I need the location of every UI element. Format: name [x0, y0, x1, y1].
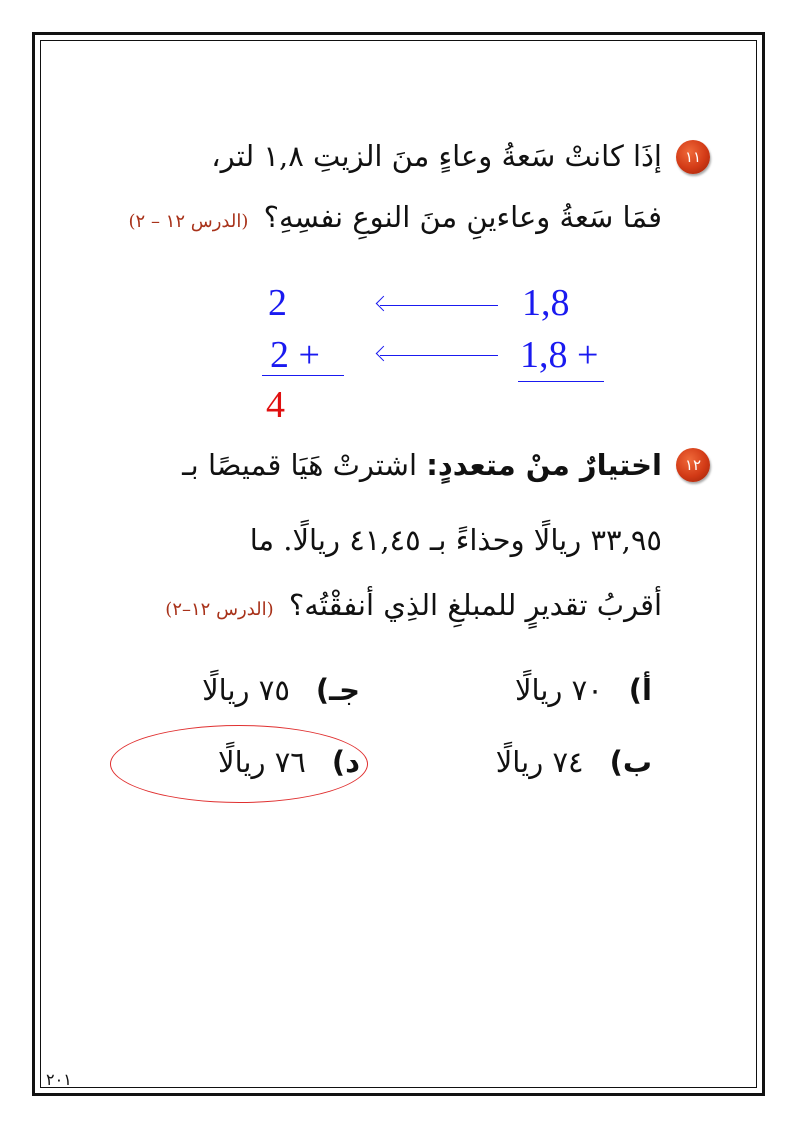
- work-row1-right: 1,8: [522, 282, 570, 324]
- answer-circle: [110, 725, 368, 803]
- question-11-text: فمَا سَعةُ وعاءينِ منَ النوعِ نفسِهِ؟: [263, 200, 662, 234]
- option-c[interactable]: [202, 673, 360, 707]
- question-12-lesson-ref: (الدرس ١٢–٢): [165, 599, 274, 620]
- question-12-line-1-text: اشترتْ هَيَا قميصًا بـ: [182, 448, 418, 482]
- option-b-text: ٧٤ ريالًا: [495, 745, 584, 779]
- question-12-line-1: [182, 448, 662, 482]
- question-11-badge: [676, 140, 710, 174]
- question-11-number: ١١: [684, 148, 702, 166]
- question-12-line-3-text: أقربُ تقديرٍ للمبلغِ الذِي أنفقْتُه؟: [288, 588, 662, 622]
- arrow-left-icon: [380, 305, 498, 306]
- question-12-line-2: ٣٣,٩٥ ريالًا وحذاءً بـ ٤١,٤٥ ريالًا. ما: [249, 523, 662, 557]
- question-12-line-3: [165, 588, 662, 622]
- question-12-label: اختيارٌ منْ متعددٍ:: [426, 448, 662, 482]
- arrow-left-icon: [380, 355, 498, 356]
- page-border-inner: [40, 40, 757, 1088]
- option-a[interactable]: [514, 673, 652, 707]
- option-c-letter: جـ): [315, 673, 360, 707]
- question-11-line-2: [128, 200, 662, 234]
- option-d-text: ٧٦ ريالًا: [218, 745, 306, 779]
- question-11-lesson-ref: (الدرس ١٢ – ٢): [128, 211, 249, 232]
- work-row1-left: 2: [268, 282, 287, 324]
- work-row2-right: 1,8 +: [520, 334, 599, 376]
- option-b-letter: ب): [609, 745, 652, 779]
- option-c-text: ٧٥ ريالًا: [202, 673, 290, 707]
- option-a-letter: أ): [628, 673, 652, 707]
- option-a-text: ٧٠ ريالًا: [514, 673, 603, 707]
- option-b[interactable]: [495, 745, 652, 779]
- sum-line-right: [518, 381, 604, 382]
- work-result: 4: [266, 384, 285, 426]
- option-d-letter: د): [331, 745, 360, 779]
- sum-line-left: [262, 375, 344, 376]
- question-11-line-1: إذَا كانتْ سَعةُ وعاءٍ منَ الزيتِ ١,٨ لتر،: [211, 139, 662, 173]
- question-12-number: ١٢: [684, 456, 702, 474]
- page-number: ٢٠١: [46, 1070, 72, 1089]
- work-row2-left: 2 +: [270, 334, 320, 376]
- question-12-badge: [676, 448, 710, 482]
